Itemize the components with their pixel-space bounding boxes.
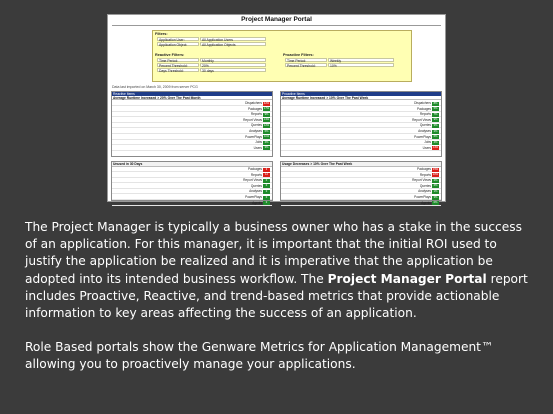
metric-row — [112, 118, 272, 123]
panel-heading: Usage Decreases > 10% Over The Past Week — [281, 162, 441, 167]
metric-row — [112, 201, 272, 206]
status-indicator: 4% — [433, 184, 438, 188]
panel-subtitle: Average Runtime Increased > 10% Over The Past Week — [281, 96, 441, 100]
metric-row — [281, 178, 441, 183]
title-divider — [112, 25, 441, 26]
status-indicator: 2% — [433, 178, 438, 182]
metric-row — [281, 129, 441, 134]
metric-row — [112, 129, 272, 134]
metric-label: Analyses — [418, 189, 431, 194]
status-indicator: 0% — [433, 201, 438, 205]
status-indicator: 22% — [432, 173, 439, 177]
reactive-items-panel — [111, 91, 273, 157]
status-indicator: 13% — [263, 118, 270, 122]
metric-label: Users — [253, 145, 262, 150]
metric-label: PowerPlays — [245, 195, 262, 199]
metric-label: Reports — [419, 112, 431, 117]
metric-label: PowerPlays — [245, 134, 262, 139]
metric-label: Reports — [250, 112, 262, 117]
status-indicator: 15% — [432, 167, 439, 171]
metric-label: Reports — [250, 172, 262, 177]
metric-row — [112, 173, 272, 178]
filter-row — [157, 68, 267, 72]
filter-value: 20% — [200, 63, 266, 67]
filter-label: Application User: — [157, 37, 199, 41]
metric-row — [281, 167, 441, 172]
portal-name-emphasis: Project Manager Portal — [327, 271, 487, 286]
metric-row — [112, 107, 272, 112]
metric-label: Analyses — [418, 129, 431, 133]
status-indicator: 4% — [433, 140, 438, 144]
description-paragraph: Role Based portals show the Genware Metrics for Application Management™ allowing you to proactively manage your applications. — [25, 340, 494, 372]
metric-label: Jobs — [255, 140, 262, 145]
status-indicator: 5% — [433, 107, 438, 111]
filter-row — [285, 63, 395, 67]
metric-label: Queries — [419, 183, 431, 188]
filter-value: 30 days — [200, 68, 266, 72]
status-indicator: 8% — [433, 101, 438, 105]
filter-row — [157, 63, 267, 67]
status-indicator: 0 — [263, 190, 270, 194]
filters-heading: Filters: — [155, 32, 168, 36]
metric-row — [281, 112, 441, 117]
filter-value: 10% — [328, 63, 394, 67]
metric-row — [281, 140, 441, 145]
metric-row — [281, 195, 441, 200]
metric-label: Packages — [248, 106, 262, 111]
status-indicator: 11% — [264, 135, 269, 139]
metric-label: Jobs — [424, 140, 431, 145]
metric-label: PowerPlays — [414, 134, 431, 139]
status-indicator: 2% — [433, 129, 438, 133]
panel-subtitle: Average Runtime Increased > 20% Over The Past Month — [112, 96, 272, 100]
metric-label: Analyses — [249, 189, 262, 194]
proactive-filters-heading: Proactive Filters: — [283, 53, 314, 57]
proactive-items-panel — [280, 91, 442, 157]
metric-row — [112, 146, 272, 151]
status-indicator: 3% — [264, 146, 269, 150]
metric-label: Agents — [421, 200, 431, 205]
metric-row — [112, 123, 272, 128]
metric-label: Report Views — [243, 117, 262, 122]
metric-label: Dispatchers — [245, 101, 262, 105]
metric-label: Dispatchers — [414, 101, 431, 105]
metric-label: Packages — [417, 167, 431, 171]
status-indicator: 12 — [263, 173, 270, 177]
status-indicator: 6% — [433, 135, 438, 139]
metric-row — [112, 112, 272, 117]
metric-label: Analyses — [249, 129, 262, 133]
metric-row — [112, 101, 272, 106]
metric-row — [112, 135, 272, 140]
filter-row — [157, 37, 267, 41]
portal-title: Project Manager Portal — [241, 16, 312, 23]
status-indicator: 0 — [263, 201, 270, 205]
refresh-note: Data last imported on March 30, 2009 from server PCG — [112, 85, 198, 89]
status-indicator: 3% — [433, 195, 438, 199]
metric-label: Users — [422, 145, 431, 150]
description — [25, 219, 530, 374]
status-indicator: 1% — [433, 189, 438, 193]
metric-row — [281, 118, 441, 123]
metric-label: Report Views — [412, 178, 431, 183]
usage-decreases-panel — [280, 161, 442, 205]
metric-label: PowerPlays — [414, 195, 431, 199]
panel-bar: Proactive Items — [281, 92, 441, 96]
description-text: report includes Proactive, Reactive, and trend-based metrics that provide actionable information to key areas affecting the success of an application. — [25, 271, 528, 321]
metric-row — [281, 135, 441, 140]
status-indicator: 0 — [263, 179, 270, 183]
status-indicator: 12% — [263, 123, 270, 127]
metric-row — [112, 184, 272, 189]
metric-row — [112, 178, 272, 183]
status-indicator: 7% — [433, 112, 438, 116]
status-indicator: 17% — [263, 107, 270, 111]
metric-row — [281, 107, 441, 112]
filter-label: Days Threshold: — [157, 68, 199, 72]
metric-label: Agents — [252, 200, 262, 205]
metric-label: Packages — [417, 106, 431, 111]
panel-heading: Unused in 30 Days — [112, 162, 272, 167]
filter-value: All Application Objects — [200, 42, 266, 46]
status-indicator: 0 — [263, 184, 270, 188]
status-indicator: 9% — [264, 112, 269, 116]
portal-screenshot — [107, 14, 446, 205]
filter-value: Monthly — [200, 58, 266, 62]
metric-label: Queries — [250, 183, 262, 188]
filter-row — [157, 58, 267, 62]
metric-label: Report Views — [243, 178, 262, 183]
paragraph-gap — [25, 322, 530, 339]
filters-box — [152, 30, 412, 82]
metric-label: Report Views — [412, 117, 431, 122]
metric-label: Queries — [419, 123, 431, 128]
metric-row — [281, 101, 441, 106]
metric-row — [281, 146, 441, 151]
status-indicator: 14% — [432, 146, 439, 150]
metric-row — [281, 201, 441, 206]
filter-label: Time Period: — [285, 58, 327, 62]
metric-row — [281, 189, 441, 194]
metric-label: Packages — [248, 167, 262, 171]
filter-value: Weekly — [328, 58, 394, 62]
filter-label: Application Object: — [157, 42, 199, 46]
panel-bar: Reactive Items — [112, 92, 272, 96]
status-indicator: 9% — [433, 118, 438, 122]
filter-label: Percent Threshold: — [285, 63, 327, 67]
filter-row — [285, 58, 395, 62]
reactive-filters-heading: Reactive Filters: — [155, 53, 185, 57]
metric-row — [112, 189, 272, 194]
status-indicator: 3 — [263, 168, 270, 172]
filter-label: Time Period: — [157, 58, 199, 62]
status-indicator: 3% — [433, 123, 438, 127]
filter-value: All Application Users — [200, 37, 266, 41]
metric-label: Reports — [419, 172, 431, 177]
metric-label: Queries — [250, 123, 262, 128]
metric-row — [112, 140, 272, 145]
filter-label: Percent Threshold: — [157, 63, 199, 67]
metric-row — [112, 167, 272, 172]
metric-row — [281, 173, 441, 178]
status-indicator: 4% — [264, 140, 269, 144]
metric-row — [281, 184, 441, 189]
description-paragraph — [25, 219, 530, 322]
unused-30-days-panel — [111, 161, 273, 205]
metric-row — [281, 123, 441, 128]
metric-row — [112, 195, 272, 200]
status-indicator: 0 — [263, 196, 270, 200]
status-indicator: 42% — [263, 101, 270, 105]
description-text: The Project Manager is typically a business owner who has a stake in the success of an application. For this manager, it is important that the initial ROI used to justify the application be realized and it is imperative that the application be adopted into its intended business workflow. The — [25, 220, 522, 286]
filter-row — [157, 42, 267, 46]
status-indicator: 6% — [264, 129, 269, 133]
